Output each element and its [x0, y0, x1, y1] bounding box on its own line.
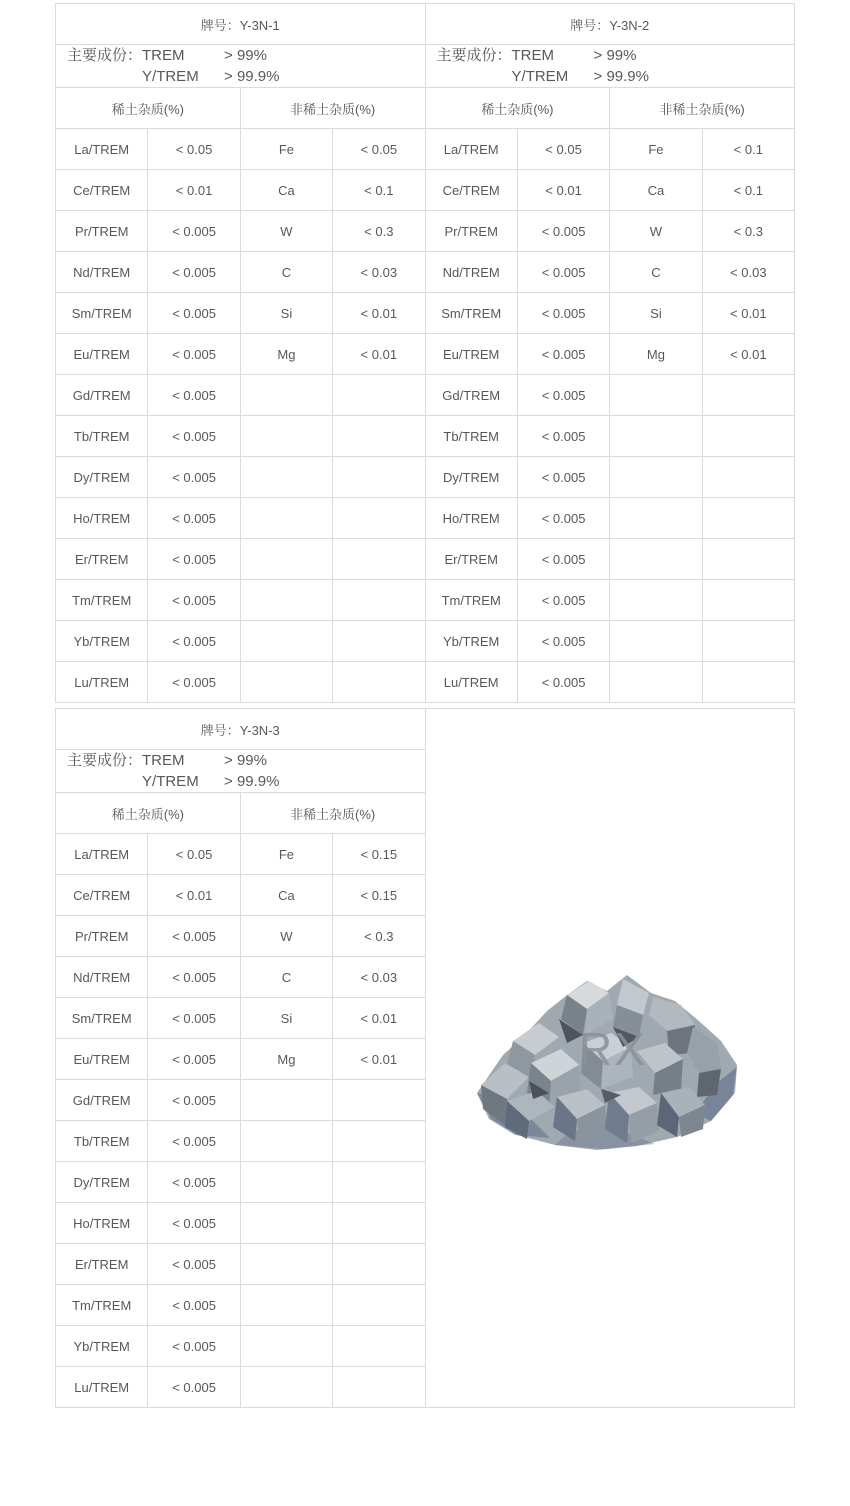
nre-value-cell [702, 621, 794, 662]
composition-row [56, 45, 426, 88]
re-element-cell: Sm/TREM [425, 293, 517, 334]
impurity-row [56, 457, 426, 498]
composition-name: Y/TREM [142, 773, 199, 790]
nre-element-cell: Mg [240, 334, 332, 375]
re-element-cell: Ce/TREM [56, 170, 148, 211]
re-element-cell: Yb/TREM [425, 621, 517, 662]
nre-element-cell [240, 1367, 332, 1408]
impurity-row [56, 293, 426, 334]
nre-element-cell [240, 457, 332, 498]
impurity-row [425, 416, 795, 457]
product-photo-area [425, 708, 796, 1408]
nre-value-cell [702, 457, 794, 498]
nre-element-cell: C [610, 252, 702, 293]
nre-value-cell: < 0.01 [333, 293, 425, 334]
re-element-cell: Nd/TREM [56, 957, 148, 998]
re-element-cell: Tb/TREM [425, 416, 517, 457]
re-element-cell: Ce/TREM [56, 875, 148, 916]
nre-element-cell [610, 539, 702, 580]
composition-value: > 99.9% [224, 773, 280, 790]
impurity-row [56, 334, 426, 375]
impurity-row [56, 1121, 426, 1162]
impurity-row [56, 416, 426, 457]
re-value-cell: < 0.005 [148, 1162, 240, 1203]
re-element-cell: Nd/TREM [425, 252, 517, 293]
nre-value-cell [333, 1121, 425, 1162]
nre-element-cell [240, 1162, 332, 1203]
grade-value: Y-3N-1 [239, 17, 280, 33]
re-value-cell: < 0.005 [148, 957, 240, 998]
nre-element-cell: W [610, 211, 702, 252]
re-value-cell: < 0.005 [148, 498, 240, 539]
re-value-cell: < 0.005 [148, 252, 240, 293]
re-element-cell: Er/TREM [425, 539, 517, 580]
nre-value-cell: < 0.3 [702, 211, 794, 252]
nre-value-cell: < 0.3 [333, 211, 425, 252]
re-value-cell: < 0.005 [517, 375, 609, 416]
nre-element-cell: W [240, 916, 332, 957]
nre-value-cell [702, 416, 794, 457]
nre-value-cell [333, 1162, 425, 1203]
re-element-cell: Gd/TREM [56, 375, 148, 416]
re-element-cell: La/TREM [56, 129, 148, 170]
nre-element-cell: Si [240, 293, 332, 334]
impurity-row [56, 1244, 426, 1285]
impurity-row [56, 211, 426, 252]
nre-value-cell: < 0.1 [702, 129, 794, 170]
composition-label: 主要成份： [67, 752, 143, 769]
re-element-cell: Gd/TREM [425, 375, 517, 416]
grade-label: 牌号： [570, 17, 610, 33]
grade-title [56, 709, 426, 750]
nre-element-cell: C [240, 252, 332, 293]
nre-value-cell: < 0.03 [702, 252, 794, 293]
bottom-section [55, 708, 796, 1408]
re-value-cell: < 0.005 [148, 998, 240, 1039]
re-element-cell: Yb/TREM [56, 621, 148, 662]
nre-element-cell: Mg [610, 334, 702, 375]
re-element-cell: Yb/TREM [56, 1326, 148, 1367]
watermark-text: RX [578, 1023, 647, 1075]
impurity-row [56, 621, 426, 662]
re-value-cell: < 0.005 [517, 416, 609, 457]
nre-value-cell: < 0.1 [702, 170, 794, 211]
nre-element-cell [610, 580, 702, 621]
nre-value-cell: < 0.01 [333, 998, 425, 1039]
nre-element-cell [610, 375, 702, 416]
nre-value-cell [333, 580, 425, 621]
grade-2-panel [425, 3, 796, 703]
nre-element-cell [240, 416, 332, 457]
non-re-impurity-header: 非稀土杂质(%) [240, 88, 425, 129]
nre-value-cell: < 0.15 [333, 875, 425, 916]
nre-element-cell: Mg [240, 1039, 332, 1080]
impurity-row [56, 1162, 426, 1203]
nre-value-cell: < 0.1 [333, 170, 425, 211]
impurity-row [56, 580, 426, 621]
impurity-row [56, 1367, 426, 1408]
nre-value-cell: < 0.03 [333, 957, 425, 998]
nre-element-cell: Si [610, 293, 702, 334]
re-element-cell: Tm/TREM [56, 580, 148, 621]
nre-element-cell [610, 416, 702, 457]
impurity-row [56, 875, 426, 916]
impurity-row [56, 170, 426, 211]
re-element-cell: Er/TREM [56, 539, 148, 580]
re-value-cell: < 0.005 [148, 1080, 240, 1121]
nre-value-cell [702, 662, 794, 703]
composition-cell [56, 750, 426, 793]
impurity-row [425, 498, 795, 539]
re-value-cell: < 0.005 [517, 252, 609, 293]
impurity-row [425, 580, 795, 621]
composition-label: 主要成份： [67, 47, 143, 64]
re-element-cell: Dy/TREM [56, 457, 148, 498]
re-value-cell: < 0.01 [517, 170, 609, 211]
spec-sheet [55, 3, 796, 1408]
nre-value-cell [333, 416, 425, 457]
grade-value: Y-3N-3 [239, 722, 280, 738]
re-value-cell: < 0.005 [517, 498, 609, 539]
impurity-row [425, 129, 795, 170]
impurity-row [56, 1203, 426, 1244]
impurity-row [56, 957, 426, 998]
re-element-cell: Er/TREM [56, 1244, 148, 1285]
composition-name: TREM [142, 752, 185, 769]
impurity-row [56, 498, 426, 539]
composition-value: > 99% [224, 47, 267, 64]
composition-cell [56, 45, 426, 88]
impurity-row [56, 1080, 426, 1121]
re-value-cell: < 0.005 [517, 211, 609, 252]
re-value-cell: < 0.005 [148, 416, 240, 457]
nre-element-cell [240, 1203, 332, 1244]
impurity-row [425, 293, 795, 334]
re-value-cell: < 0.005 [517, 539, 609, 580]
re-value-cell: < 0.005 [148, 293, 240, 334]
non-re-impurity-header: 非稀土杂质(%) [610, 88, 795, 129]
composition-name: TREM [142, 47, 185, 64]
nre-value-cell: < 0.01 [702, 334, 794, 375]
impurity-row [425, 334, 795, 375]
nre-element-cell: Ca [610, 170, 702, 211]
nre-value-cell [333, 498, 425, 539]
metal-lumps-photo [455, 943, 765, 1173]
re-element-cell: Lu/TREM [56, 662, 148, 703]
grade-title [56, 4, 426, 45]
re-element-cell: La/TREM [425, 129, 517, 170]
nre-element-cell [240, 1285, 332, 1326]
nre-value-cell [333, 1285, 425, 1326]
column-header-row [56, 793, 426, 834]
re-value-cell: < 0.05 [148, 129, 240, 170]
re-element-cell: Tb/TREM [56, 1121, 148, 1162]
nre-value-cell [333, 1080, 425, 1121]
composition-row [425, 45, 795, 88]
grade-label: 牌号： [200, 722, 240, 738]
re-value-cell: < 0.005 [148, 539, 240, 580]
impurity-row [425, 170, 795, 211]
grade-row [425, 4, 795, 45]
nre-element-cell [240, 375, 332, 416]
composition-label: 主要成份： [436, 47, 512, 64]
spec-table-y3n2 [425, 3, 796, 703]
impurity-row [56, 129, 426, 170]
re-value-cell: < 0.005 [148, 211, 240, 252]
grade-1-panel [55, 3, 426, 703]
column-header-row [425, 88, 795, 129]
re-element-cell: Nd/TREM [56, 252, 148, 293]
nre-value-cell [333, 457, 425, 498]
nre-element-cell [610, 662, 702, 703]
re-value-cell: < 0.005 [148, 662, 240, 703]
nre-value-cell [333, 662, 425, 703]
nre-element-cell: Fe [240, 834, 332, 875]
re-value-cell: < 0.005 [148, 621, 240, 662]
re-value-cell: < 0.005 [148, 916, 240, 957]
re-element-cell: Dy/TREM [425, 457, 517, 498]
nre-element-cell: Fe [240, 129, 332, 170]
re-element-cell: Lu/TREM [425, 662, 517, 703]
nre-value-cell [333, 1367, 425, 1408]
re-element-cell: Sm/TREM [56, 998, 148, 1039]
re-element-cell: Pr/TREM [56, 211, 148, 252]
nre-element-cell: Ca [240, 170, 332, 211]
re-element-cell: Pr/TREM [56, 916, 148, 957]
impurity-row [56, 1039, 426, 1080]
impurity-row [56, 1285, 426, 1326]
nre-element-cell [240, 1326, 332, 1367]
re-value-cell: < 0.005 [517, 334, 609, 375]
composition-row [56, 750, 426, 793]
nre-value-cell [702, 580, 794, 621]
nre-value-cell [333, 621, 425, 662]
impurity-row [425, 662, 795, 703]
impurity-row [56, 998, 426, 1039]
re-value-cell: < 0.005 [148, 1039, 240, 1080]
composition-name: TREM [511, 47, 555, 64]
re-impurity-header: 稀土杂质(%) [425, 88, 610, 129]
impurity-row [56, 916, 426, 957]
re-element-cell: Ce/TREM [425, 170, 517, 211]
re-element-cell: Dy/TREM [56, 1162, 148, 1203]
nre-element-cell [240, 1121, 332, 1162]
nre-element-cell [610, 457, 702, 498]
nre-value-cell: < 0.15 [333, 834, 425, 875]
re-element-cell: Tm/TREM [56, 1285, 148, 1326]
nre-element-cell [240, 498, 332, 539]
nre-value-cell: < 0.05 [333, 129, 425, 170]
impurity-row [425, 539, 795, 580]
re-element-cell: Gd/TREM [56, 1080, 148, 1121]
re-value-cell: < 0.01 [148, 875, 240, 916]
re-value-cell: < 0.005 [148, 1244, 240, 1285]
impurity-row [425, 375, 795, 416]
re-value-cell: < 0.005 [148, 1121, 240, 1162]
nre-value-cell: < 0.01 [333, 334, 425, 375]
impurity-row [56, 834, 426, 875]
re-value-cell: < 0.01 [148, 170, 240, 211]
re-element-cell: Tm/TREM [425, 580, 517, 621]
nre-element-cell: Si [240, 998, 332, 1039]
re-value-cell: < 0.005 [148, 457, 240, 498]
nre-element-cell [610, 621, 702, 662]
nre-element-cell [240, 1244, 332, 1285]
composition-value: > 99% [224, 752, 267, 769]
grade-row [56, 709, 426, 750]
nre-element-cell [610, 498, 702, 539]
impurity-row [425, 457, 795, 498]
nre-value-cell [333, 1244, 425, 1285]
re-value-cell: < 0.005 [148, 1367, 240, 1408]
nre-value-cell [702, 375, 794, 416]
nre-element-cell: C [240, 957, 332, 998]
re-element-cell: Ho/TREM [425, 498, 517, 539]
composition-name: Y/TREM [142, 68, 199, 85]
composition-value: > 99% [593, 47, 637, 64]
top-section [55, 3, 796, 703]
impurity-row [56, 539, 426, 580]
nre-element-cell [240, 580, 332, 621]
composition-value: > 99.9% [224, 68, 280, 85]
impurity-row [425, 211, 795, 252]
impurity-row [56, 252, 426, 293]
grade-value: Y-3N-2 [609, 17, 650, 33]
grade-title [425, 4, 795, 45]
re-element-cell: La/TREM [56, 834, 148, 875]
column-header-row [56, 88, 426, 129]
nre-value-cell: < 0.01 [333, 1039, 425, 1080]
grade-label: 牌号： [200, 17, 240, 33]
nre-element-cell: W [240, 211, 332, 252]
nre-element-cell: Fe [610, 129, 702, 170]
re-value-cell: < 0.005 [517, 621, 609, 662]
re-element-cell: Eu/TREM [56, 334, 148, 375]
re-element-cell: Sm/TREM [56, 293, 148, 334]
composition-value: > 99.9% [593, 68, 649, 85]
nre-element-cell [240, 621, 332, 662]
impurity-row [56, 1326, 426, 1367]
nre-value-cell: < 0.03 [333, 252, 425, 293]
spec-table-y3n3 [55, 708, 426, 1408]
re-element-cell: Eu/TREM [425, 334, 517, 375]
re-value-cell: < 0.005 [517, 662, 609, 703]
re-value-cell: < 0.005 [517, 457, 609, 498]
grade-row [56, 4, 426, 45]
re-impurity-header: 稀土杂质(%) [56, 88, 241, 129]
re-value-cell: < 0.005 [148, 334, 240, 375]
re-element-cell: Ho/TREM [56, 1203, 148, 1244]
re-value-cell: < 0.005 [148, 1326, 240, 1367]
nre-value-cell: < 0.01 [702, 293, 794, 334]
re-element-cell: Lu/TREM [56, 1367, 148, 1408]
nre-value-cell: < 0.3 [333, 916, 425, 957]
composition-name: Y/TREM [511, 68, 569, 85]
re-value-cell: < 0.005 [148, 1285, 240, 1326]
composition-cell [425, 45, 795, 88]
re-value-cell: < 0.05 [148, 834, 240, 875]
re-value-cell: < 0.005 [148, 375, 240, 416]
nre-value-cell [333, 1203, 425, 1244]
spec-table-y3n1 [55, 3, 426, 703]
re-value-cell: < 0.005 [517, 580, 609, 621]
re-element-cell: Pr/TREM [425, 211, 517, 252]
grade-3-panel [55, 708, 426, 1408]
nre-value-cell [333, 1326, 425, 1367]
nre-value-cell [333, 375, 425, 416]
re-value-cell: < 0.005 [148, 580, 240, 621]
nre-value-cell [333, 539, 425, 580]
nre-element-cell: Ca [240, 875, 332, 916]
re-element-cell: Ho/TREM [56, 498, 148, 539]
re-impurity-header: 稀土杂质(%) [56, 793, 241, 834]
re-element-cell: Tb/TREM [56, 416, 148, 457]
impurity-row [425, 621, 795, 662]
nre-element-cell [240, 539, 332, 580]
re-value-cell: < 0.005 [517, 293, 609, 334]
re-value-cell: < 0.05 [517, 129, 609, 170]
nre-value-cell [702, 498, 794, 539]
nre-element-cell [240, 1080, 332, 1121]
nre-value-cell [702, 539, 794, 580]
re-value-cell: < 0.005 [148, 1203, 240, 1244]
non-re-impurity-header: 非稀土杂质(%) [240, 793, 425, 834]
re-element-cell: Eu/TREM [56, 1039, 148, 1080]
nre-element-cell [240, 662, 332, 703]
impurity-row [56, 375, 426, 416]
impurity-row [56, 662, 426, 703]
impurity-row [425, 252, 795, 293]
